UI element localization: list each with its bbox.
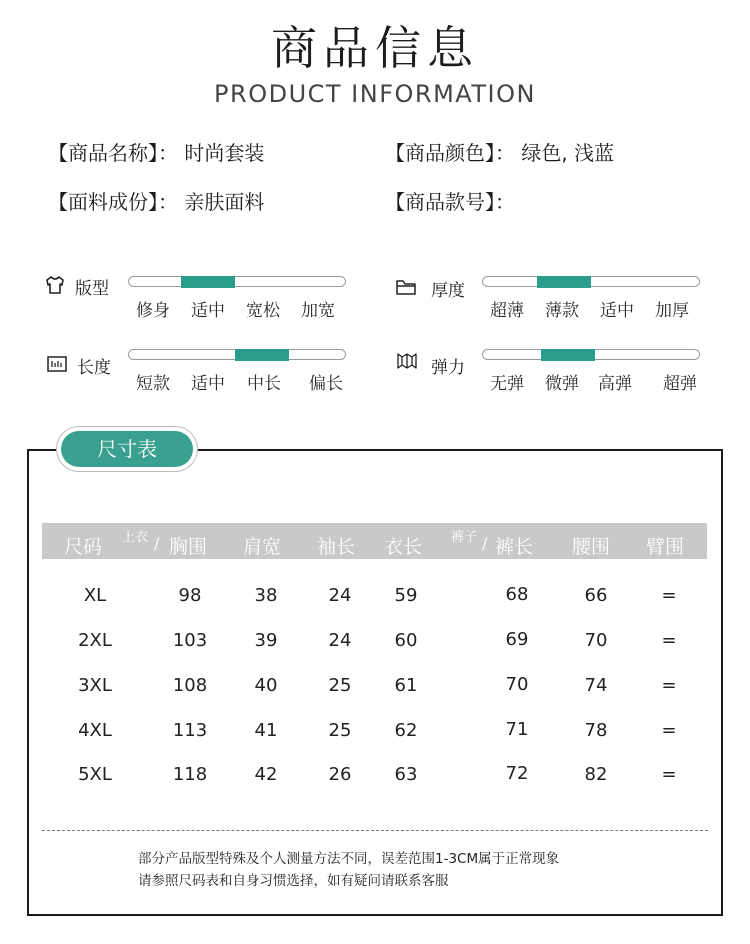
header-top-length: 衣长 xyxy=(384,536,423,558)
length-option-4: 偏长 xyxy=(309,374,343,394)
thickness-option-3: 适中 xyxy=(600,301,634,321)
fit-option-3: 宽松 xyxy=(246,301,280,321)
header-pants-length: 裤长 xyxy=(495,536,534,558)
thickness-scale-bar xyxy=(482,276,700,287)
fit-level-fill xyxy=(181,276,235,288)
fit-option-4: 加宽 xyxy=(301,301,335,321)
table-cell: = xyxy=(661,630,677,651)
thickness-label: 厚度 xyxy=(431,281,465,301)
header-shoulder: 肩宽 xyxy=(243,536,282,558)
header-pants-group: 裤子 xyxy=(451,530,478,545)
length-option-1: 短款 xyxy=(136,374,170,394)
header-slash-1: ∕ xyxy=(154,534,160,553)
table-cell: 108 xyxy=(172,675,208,696)
table-cell: 42 xyxy=(254,764,278,785)
product-name-line: 【商品名称】： 时尚套装 xyxy=(48,141,265,165)
table-cell: 2XL xyxy=(78,630,112,651)
thickness-option-2: 薄款 xyxy=(545,301,579,321)
elastic-option-3: 高弹 xyxy=(598,374,632,394)
product-color-line: 【商品颜色】： 绿色, 浅蓝 xyxy=(385,141,615,165)
thickness-option-4: 加厚 xyxy=(655,301,689,321)
page-subtitle: PRODUCT INFORMATION xyxy=(214,80,536,108)
table-cell: 113 xyxy=(172,720,208,741)
table-cell: 25 xyxy=(328,720,352,741)
dotted-divider xyxy=(42,830,708,831)
length-scale-bar xyxy=(128,349,346,360)
table-cell: 40 xyxy=(254,675,278,696)
fit-option-2: 适中 xyxy=(191,301,225,321)
elastic-option-4: 超弹 xyxy=(663,374,697,394)
table-cell: 82 xyxy=(584,764,608,785)
length-option-2: 适中 xyxy=(191,374,225,394)
table-cell: 74 xyxy=(584,675,608,696)
table-cell: 26 xyxy=(328,764,352,785)
length-level-fill xyxy=(235,349,289,361)
stretch-icon xyxy=(396,350,418,372)
header-arm: 臂围 xyxy=(646,536,685,558)
table-cell: 3XL xyxy=(78,675,112,696)
header-sleeve: 袖长 xyxy=(317,536,356,558)
table-cell: 5XL xyxy=(78,764,112,785)
fit-option-1: 修身 xyxy=(136,301,170,321)
header-size: 尺码 xyxy=(64,536,103,558)
table-cell: 72 xyxy=(505,763,529,784)
page-title: 商品信息 xyxy=(271,21,479,75)
table-cell: 61 xyxy=(394,675,418,696)
table-cell: 66 xyxy=(584,585,608,606)
table-cell: 24 xyxy=(328,630,352,651)
header-chest: 胸围 xyxy=(169,536,208,558)
note-line-1: 部分产品版型特殊及个人测量方法不同，误差范围1-3CM属于正常现象 xyxy=(138,851,560,867)
model-number-line: 【商品款号】： xyxy=(385,190,515,214)
elastic-label: 弹力 xyxy=(431,358,465,378)
table-cell: 63 xyxy=(394,764,418,785)
thickness-option-1: 超薄 xyxy=(490,301,524,321)
header-waist: 腰围 xyxy=(572,536,611,558)
table-cell: 69 xyxy=(505,629,529,650)
table-cell: 38 xyxy=(254,585,278,606)
table-cell: 25 xyxy=(328,675,352,696)
table-cell: = xyxy=(661,675,677,696)
table-cell: 78 xyxy=(584,720,608,741)
table-cell: = xyxy=(661,764,677,785)
table-cell: 118 xyxy=(172,764,208,785)
table-cell: XL xyxy=(83,585,107,606)
length-option-3: 中长 xyxy=(247,374,281,394)
table-cell: 59 xyxy=(394,585,418,606)
table-cell: 41 xyxy=(254,720,278,741)
table-cell: 71 xyxy=(505,719,529,740)
table-cell: 68 xyxy=(505,584,529,605)
elastic-level-fill xyxy=(541,349,595,361)
table-cell: 98 xyxy=(178,585,202,606)
size-table-tab: 尺寸表 xyxy=(61,431,193,467)
fit-scale-bar xyxy=(128,276,346,287)
table-cell: 103 xyxy=(172,630,208,651)
table-cell: 70 xyxy=(584,630,608,651)
elastic-option-1: 无弹 xyxy=(490,374,524,394)
table-cell: 70 xyxy=(505,674,529,695)
header-top-group: 上衣 xyxy=(122,530,149,545)
fabric-line: 【面料成份】： 亲肤面料 xyxy=(48,190,265,214)
table-cell: = xyxy=(661,585,677,606)
table-cell: = xyxy=(661,720,677,741)
elastic-scale-bar xyxy=(482,349,700,360)
header-slash-2: ∕ xyxy=(482,534,488,553)
folder-icon xyxy=(395,276,417,298)
ruler-icon xyxy=(46,353,68,375)
fit-label: 版型 xyxy=(75,279,109,299)
shirt-icon xyxy=(44,274,66,296)
table-cell: 24 xyxy=(328,585,352,606)
note-line-2: 请参照尺码表和自身习惯选择，如有疑问请联系客服 xyxy=(138,873,449,889)
table-cell: 60 xyxy=(394,630,418,651)
elastic-option-2: 微弹 xyxy=(545,374,579,394)
thickness-level-fill xyxy=(537,276,591,288)
table-cell: 4XL xyxy=(78,720,112,741)
table-cell: 62 xyxy=(394,720,418,741)
length-label: 长度 xyxy=(77,358,111,378)
table-cell: 39 xyxy=(254,630,278,651)
